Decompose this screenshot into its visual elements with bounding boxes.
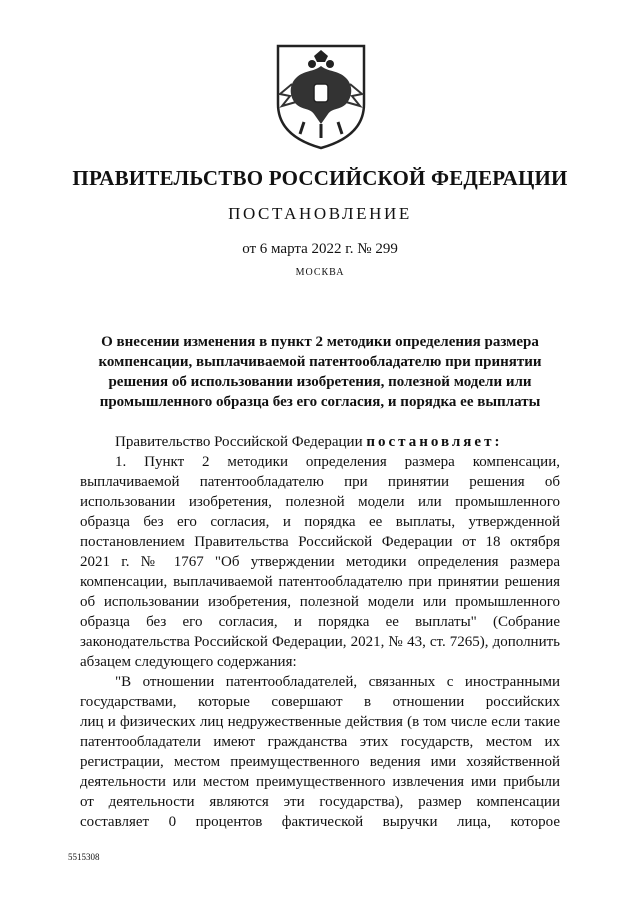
city-name: МОСКВА	[295, 267, 345, 278]
body-line: деятельности или местом преимущественного извлечения ими прибыли	[80, 774, 560, 790]
body-line: выплачиваемой патентообладателю при принятии решения об	[80, 474, 560, 490]
body-line: постановлением Правительства Российской Федерации от 18 октября	[80, 534, 560, 550]
body-line: патентообладатели имеют гражданства этих государств, местом их	[80, 734, 560, 750]
body-line: "В отношении патентообладателей, связанных с иностранными	[115, 674, 560, 690]
body-line: законодательства Российской Федерации, 2021, № 43, ст. 7265), дополнить	[80, 634, 560, 650]
body-line: регистрации, местом преимущественного ведения ими хозяйственной	[80, 754, 560, 770]
body-line: 2021 г. № 1767 "Об утверждении методики определения размера	[80, 554, 560, 570]
body-line: 1. Пункт 2 методики определения размера компенсации,	[115, 454, 560, 470]
body-line: составляет 0 процентов фактической выручки лица, которое	[80, 814, 560, 830]
heading-line: решения об использовании изобретения, полезной модели или	[108, 374, 532, 390]
preamble-text: Правительство Российской Федерации	[115, 434, 367, 450]
decree-heading	[88, 332, 552, 412]
body-line: образца без его согласия, и порядка ее выплаты" (Собрание	[80, 614, 560, 630]
body-line: использовании изобретения, полезной модели или промышленного	[80, 494, 560, 510]
heading-line: О внесении изменения в пункт 2 методики определения размера	[101, 334, 539, 350]
government-title: ПРАВИТЕЛЬСТВО РОССИЙСКОЙ ФЕДЕРАЦИИ	[72, 166, 568, 190]
decree-body	[80, 432, 560, 832]
document-code: 5515308	[68, 852, 100, 862]
body-line: образца без его согласия, и порядка ее выплаты, утвержденной	[80, 514, 560, 530]
preamble-line	[80, 432, 560, 452]
heading-line: промышленного образца без его согласия, и порядка ее выплаты	[99, 394, 541, 410]
body-line: абзацем следующего содержания:	[80, 654, 297, 670]
document-type: ПОСТАНОВЛЕНИЕ	[228, 204, 412, 223]
decree-word: постановляет:	[366, 434, 503, 450]
body-line: компенсации, выплачиваемой патентообладателю при принятии решения	[80, 574, 560, 590]
heading-line: компенсации, выплачиваемой патентообладателю при принятии	[98, 354, 542, 370]
body-line: лиц и физических лиц недружественные действия (в том числе если такие	[80, 714, 560, 730]
body-line: об использовании изобретения, полезной модели или промышленного	[80, 594, 560, 610]
coat-of-arms-icon	[274, 44, 368, 150]
body-line: от деятельности являются эти государства), размер компенсации	[80, 794, 560, 810]
body-line: государствами, которые совершают в отношении российских	[80, 694, 560, 710]
date-number-line: от 6 марта 2022 г. № 299	[242, 241, 398, 257]
